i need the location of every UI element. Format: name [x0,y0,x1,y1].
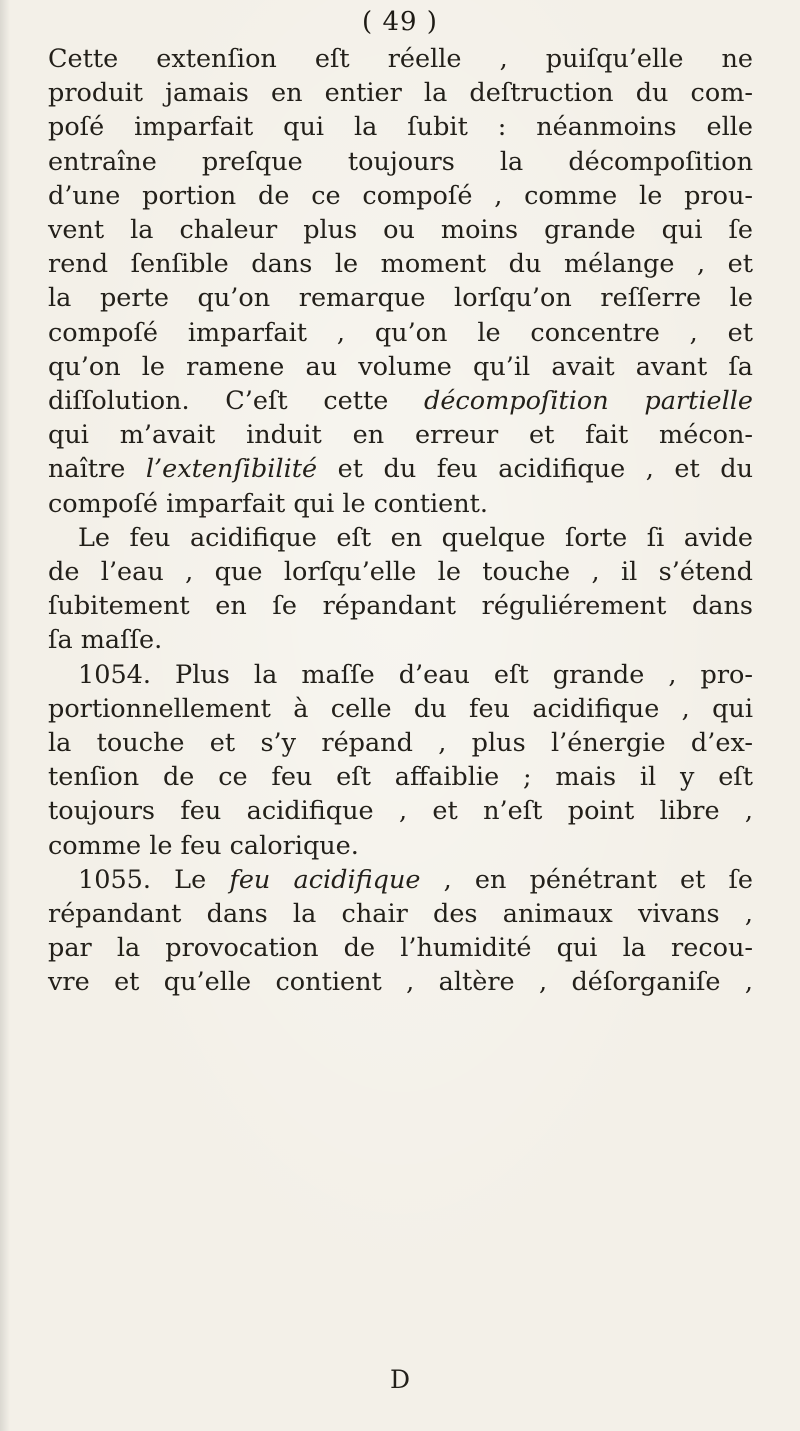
italic-phrase: décompoſition partielle [424,386,753,417]
text-line: comme le feu calorique. [48,830,359,861]
text-line: de l’eau , que lorſqu’elle le touche , il s’étend [48,557,753,588]
text-line: la touche et s’y répand , plus l’énergie d’ex- [48,728,753,759]
text-fragment: diſſolution. C’eſt cette [48,386,389,417]
page-number-header: ( 49 ) [362,7,438,37]
text-fragment: , en pénétrant et ſe [443,864,754,895]
text-line: rend ſenſible dans le moment du mélange , et [48,249,753,280]
text-line: toujours feu acidifique , et n’eſt point libre , [48,796,753,827]
body-text [48,42,753,1000]
text-line: d’une portion de ce compoſé , comme le prou- [48,180,753,211]
text-line: compoſé imparfait qui le contient. [48,488,489,519]
text-line: portionnellement à celle du feu acidifique , qui [48,693,753,724]
text-line: ſubitement en ſe répandant réguliérement dans [48,591,753,622]
text-line: ſa maſſe. [48,625,163,656]
text-line: produit jamais en entier la deſtruction du com- [48,78,753,109]
text-line: par la provocation de l’humidité qui la recou- [48,933,753,964]
text-line: poſé imparfait qui la ſubit : néanmoins elle [48,112,753,143]
italic-phrase: l’extenſibilité [145,454,318,485]
text-fragment: 1055. Le [78,864,207,895]
text-fragment: et du feu acidifique , et du [337,454,754,485]
text-line [48,452,753,486]
page-edge-shadow [0,0,10,1431]
text-line: entraîne preſque toujours la décompoſition [48,146,753,177]
text-line [48,384,753,418]
text-line: qui m’avait induit en erreur et fait mécon- [48,420,753,451]
italic-phrase: feu acidifique [229,864,421,895]
text-line: répandant dans la chair des animaux vivans , [48,899,753,930]
text-line: Cette extenſion eſt réelle , puiſqu’elle ne [48,44,753,74]
text-line: vre et qu’elle contient , altère , déſorganiſe , [48,967,753,998]
text-line [48,863,753,897]
text-line: la perte qu’on remarque lorſqu’on reſſerre le [48,283,753,314]
text-line: 1054. Plus la maſſe d’eau eſt grande , pro- [78,659,753,690]
text-line: compoſé imparfait , qu’on le concentre , et [48,317,753,348]
text-line: qu’on le ramene au volume qu’il avait avant ſa [48,351,753,382]
text-line: Le feu acidifique eſt en quelque ſorte ſi avide [78,522,753,553]
text-line: tenſion de ce feu eſt affaiblie ; mais il y eſt [48,762,753,793]
text-fragment: naître [48,454,126,485]
text-line: vent la chaleur plus ou moins grande qui ſe [48,215,753,246]
signature-mark: D [389,1365,411,1394]
